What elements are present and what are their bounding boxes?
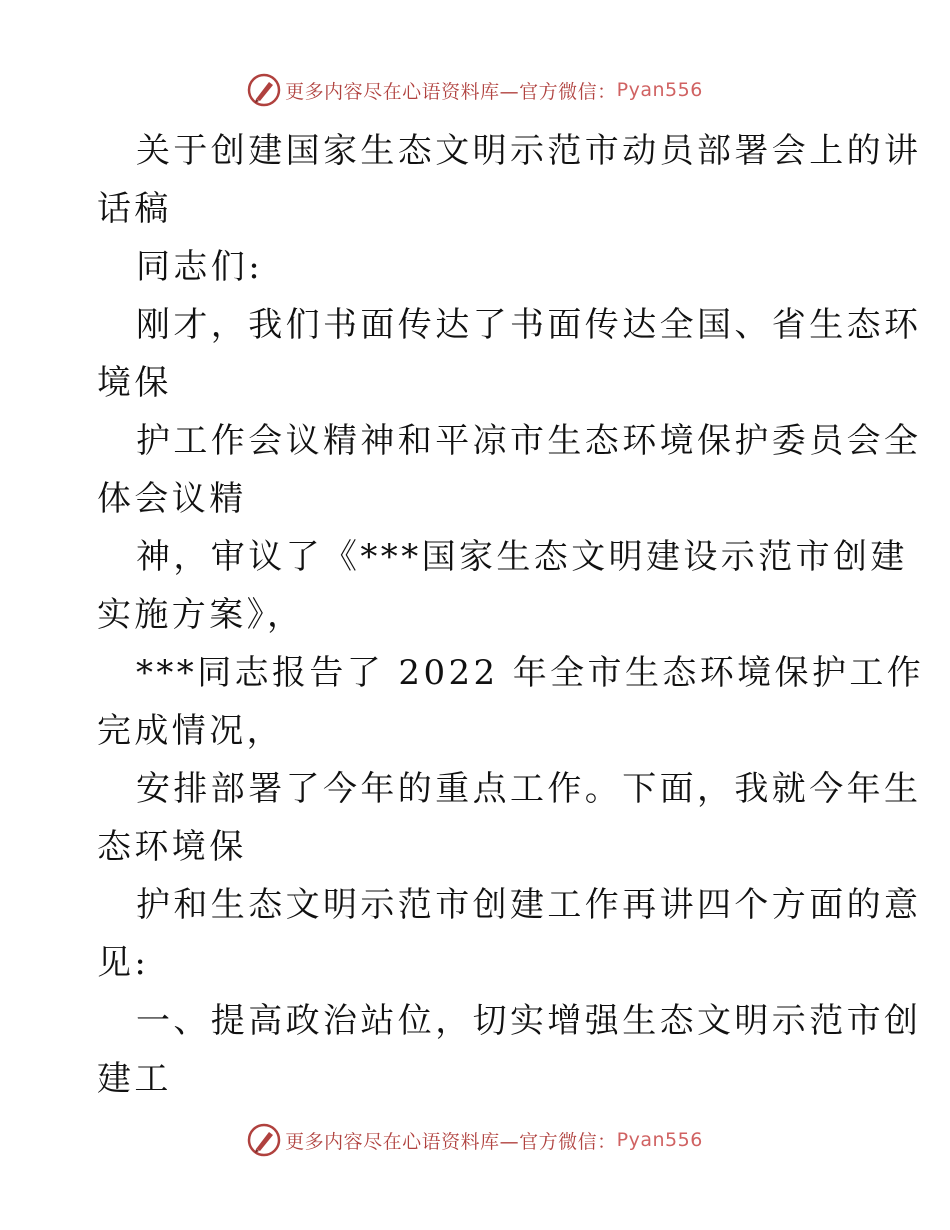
- text-line: 关于创建国家生态文明示范市动员部署会上的讲: [136, 131, 922, 171]
- text-line: 建工: [97, 1059, 172, 1099]
- paragraph: [97, 528, 908, 644]
- text-line: 同志们:: [136, 247, 264, 287]
- pen-logo-icon: [247, 1123, 281, 1157]
- text-line: 境保: [97, 363, 172, 403]
- watermark-header: [0, 70, 950, 110]
- paragraph-title: [97, 122, 922, 238]
- text-line: 安排部署了今年的重点工作。下面，我就今年生: [136, 769, 922, 809]
- paragraph-section-heading: [97, 992, 922, 1108]
- text-line: 实施方案》，: [97, 595, 305, 635]
- text-line: 话稿: [97, 189, 172, 229]
- text-line: 护和生态文明示范市创建工作再讲四个方面的意: [136, 885, 922, 925]
- text-line: 见:: [97, 943, 150, 983]
- text-line: 神，审议了《***国家生态文明建设示范市创建: [136, 537, 908, 577]
- text-line: ***同志报告了 2022 年全市生态环境保护工作: [136, 653, 925, 693]
- text-line: 体会议精: [97, 479, 247, 519]
- text-line: 完成情况，: [97, 711, 284, 751]
- text-line: 刚才，我们书面传达了书面传达全国、省生态环: [136, 305, 922, 345]
- document-body: [97, 122, 925, 1108]
- watermark-wechat-id: Pyan556: [616, 1129, 703, 1151]
- pen-logo-icon: [247, 73, 281, 107]
- text-line: 一、提高政治站位，切实增强生态文明示范市创: [136, 1001, 922, 1041]
- text-line: 护工作会议精神和平凉市生态环境保护委员会全: [136, 421, 922, 461]
- watermark-text: 更多内容尽在心语资料库—官方微信：: [285, 1130, 617, 1153]
- paragraph: [97, 412, 922, 528]
- watermark-wechat-id: Pyan556: [616, 79, 703, 101]
- paragraph-salutation: [97, 238, 857, 296]
- watermark-footer: [0, 1120, 950, 1160]
- paragraph: [97, 296, 922, 412]
- text-line: 态环境保: [97, 827, 247, 867]
- paragraph: [97, 644, 925, 760]
- paragraph: [97, 876, 922, 992]
- paragraph: [97, 760, 922, 876]
- watermark-text: 更多内容尽在心语资料库—官方微信：: [285, 80, 617, 103]
